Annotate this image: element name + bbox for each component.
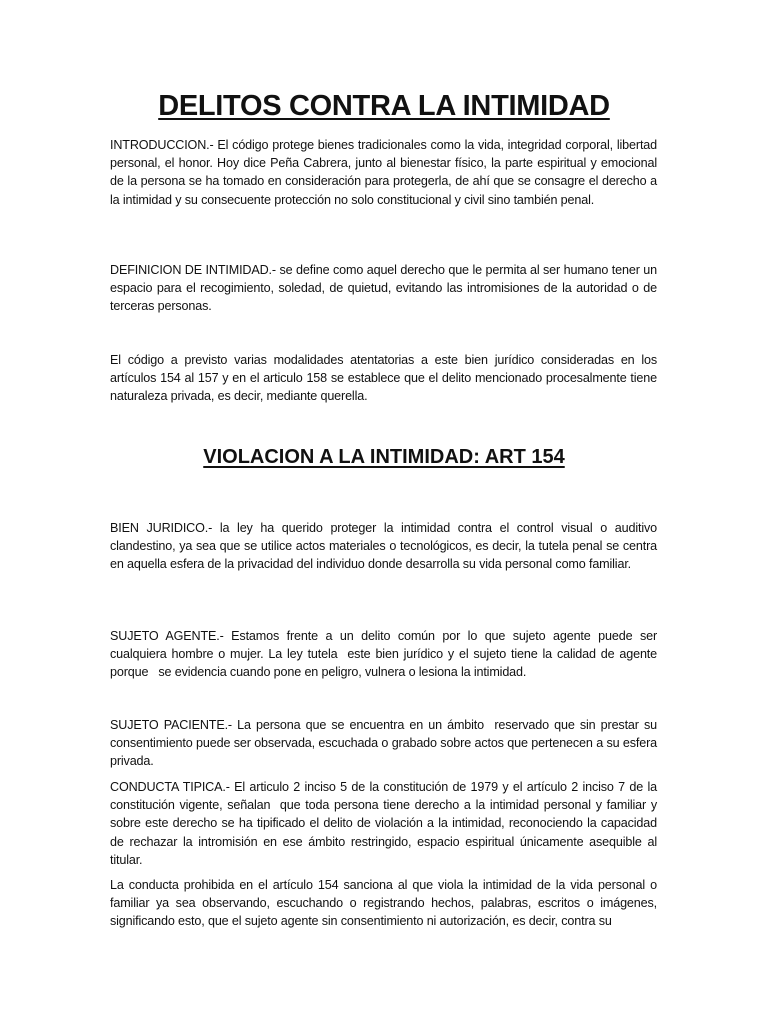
section-title: VIOLACION A LA INTIMIDAD: ART 154 [203,446,565,468]
paragraph-conducta-prohibida: La conducta prohibida en el artículo 154 sanciona al que viola la intimidad de la vida personal o familiar ya sea observando, escuchando o registrando hechos, palabras, escritos o imágenes, significando esto, que el sujeto agente sin consentimiento ni autorización, es decir, contra su [110,878,661,929]
paragraph-bien-juridico: BIEN JURIDICO.- la ley ha querido proteger la intimidad contra el control visual o auditivo clandestino, ya sea que se utilice actos materiales o tecnológicos, es decir, la tutela penal se centra en aquella esfera de la privacidad del individuo donde desarrolla su vida personal como familiar. [110,521,661,572]
paragraph-definicion: DEFINICION DE INTIMIDAD.- se define como aquel derecho que le permita al ser humano tener un espacio para el recogimiento, soledad, de quietud, evitando las intromisiones de la autoridad o de terceras personas. [110,263,661,314]
paragraph-modalidades: El código a previsto varias modalidades atentatorias a este bien jurídico consideradas en los artículos 154 al 157 y en el articulo 158 se establece que el delito mencionado procesalmente tiene naturaleza privada, es decir, mediante querella. [110,353,661,404]
paragraph-sujeto-paciente: SUJETO PACIENTE.- La persona que se encuentra en un ámbito reservado que sin prestar su consentimiento puede ser observada, escuchada o grabado sobre actos que pertenecen a su esfera privada. [110,718,661,769]
paragraph-conducta-tipica: CONDUCTA TIPICA.- El articulo 2 inciso 5 de la constitución de 1979 y el artículo 2 inciso 7 de la constitución vigente, señalan que toda persona tiene derecho a la intimidad personal y familiar y sobre este derecho se ha tipificado el delito de violación a la intimidad, reconociendo la capacidad de rechazar la intromisión en ese ámbito restringido, espacio espiritual únicamente asequible al titular. [110,780,661,867]
paragraph-introduccion: INTRODUCCION.- El código protege bienes tradicionales como la vida, integridad corporal, libertad personal, el honor. Hoy dice Peña Cabrera, junto al bienestar físico, la parte espiritual y emocional de la persona se ha tomado en consideración para protegerla, de ahí que se consagre el derecho a la intimidad y su consecuente protección no solo constitucional y civil sino también penal. [110,138,661,207]
paragraph-sujeto-agente: SUJETO AGENTE.- Estamos frente a un delito común por lo que sujeto agente puede ser cualquiera hombre o mujer. La ley tutela este bien jurídico y el sujeto tiene la calidad de agente porque se evidencia cuando pone en peligro, vulnera o lesiona la intimidad. [110,629,661,680]
document-title: DELITOS CONTRA LA INTIMIDAD [158,90,610,122]
